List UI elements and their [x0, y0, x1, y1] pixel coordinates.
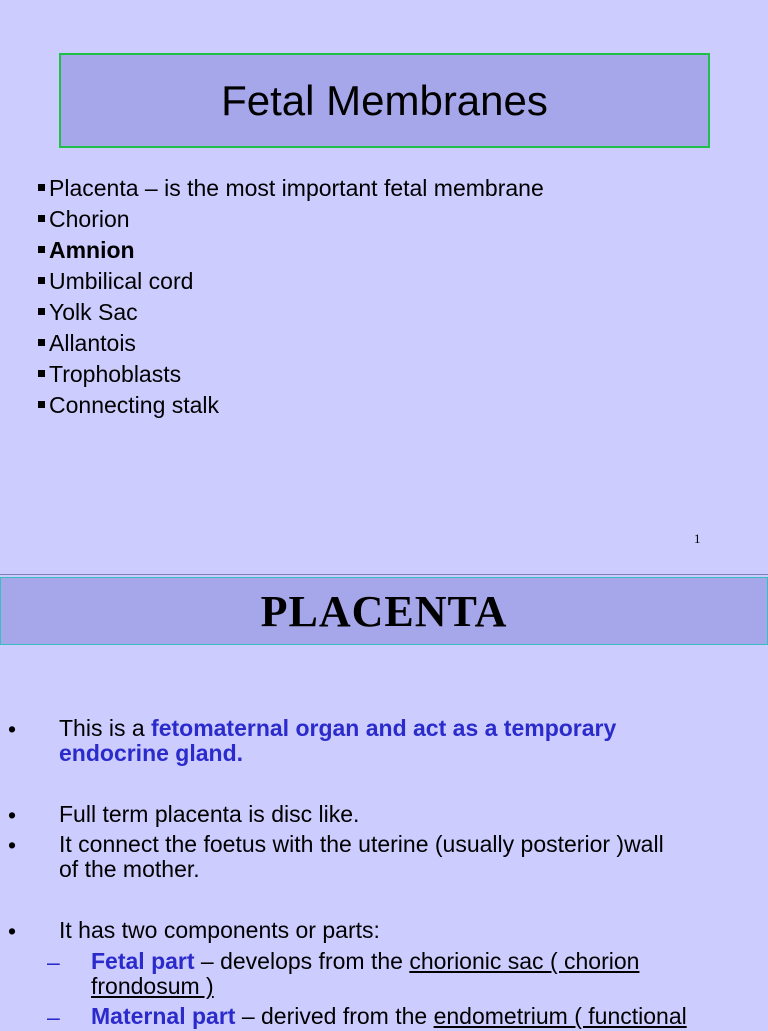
- bullet-icon: •: [8, 716, 17, 742]
- list-item: [38, 266, 544, 297]
- list-item-text: Amnion: [49, 237, 135, 263]
- square-bullet-icon: [38, 339, 45, 346]
- list-item-text: Allantois: [49, 330, 136, 356]
- square-bullet-icon: [38, 215, 45, 222]
- page-number: 1: [694, 531, 701, 546]
- square-bullet-icon: [38, 277, 45, 284]
- bullet-icon: •: [8, 802, 17, 828]
- bullet-icon: •: [8, 832, 17, 858]
- bullet-icon: •: [8, 918, 17, 944]
- list-item: [38, 204, 544, 235]
- slide-title: Fetal Membranes: [221, 76, 548, 124]
- title-box: [59, 53, 710, 148]
- title-bar: [0, 577, 768, 645]
- list-item-text: Placenta – is the most important fetal membrane: [49, 175, 544, 201]
- list-item: [38, 235, 544, 266]
- square-bullet-icon: [38, 184, 45, 191]
- list-item-text: Chorion: [49, 206, 130, 232]
- square-bullet-icon: [38, 246, 45, 253]
- list-item: [38, 359, 544, 390]
- paragraph-fetomaternal: This is a fetomaternal organ and act as a temporary endocrine gland.: [59, 715, 617, 766]
- list-item-text: Yolk Sac: [49, 299, 138, 325]
- sub-item-maternal: Maternal part – derived from the endometrium ( functional: [91, 1003, 687, 1029]
- membrane-list: [38, 173, 544, 421]
- paragraph-connect: It connect the foetus with the uterine (usually posterior )wall of the mother.: [59, 831, 664, 882]
- list-item: [38, 297, 544, 328]
- list-item: [38, 173, 544, 204]
- list-item-text: Umbilical cord: [49, 268, 194, 294]
- list-item-text: Trophoblasts: [49, 361, 182, 387]
- square-bullet-icon: [38, 370, 45, 377]
- paragraph-components: It has two components or parts:: [59, 917, 380, 943]
- list-item: [38, 328, 544, 359]
- paragraph-disc: Full term placenta is disc like.: [59, 801, 360, 827]
- slide-title: PLACENTA: [260, 586, 508, 636]
- dash-icon: –: [47, 1004, 60, 1030]
- square-bullet-icon: [38, 401, 45, 408]
- dash-icon: –: [47, 949, 60, 975]
- list-item-text: Connecting stalk: [49, 392, 220, 418]
- sub-item-fetal: Fetal part – develops from the chorionic sac ( chorion frondosum ): [91, 948, 640, 999]
- square-bullet-icon: [38, 308, 45, 315]
- list-item: [38, 390, 544, 421]
- slide-2: [0, 575, 768, 1030]
